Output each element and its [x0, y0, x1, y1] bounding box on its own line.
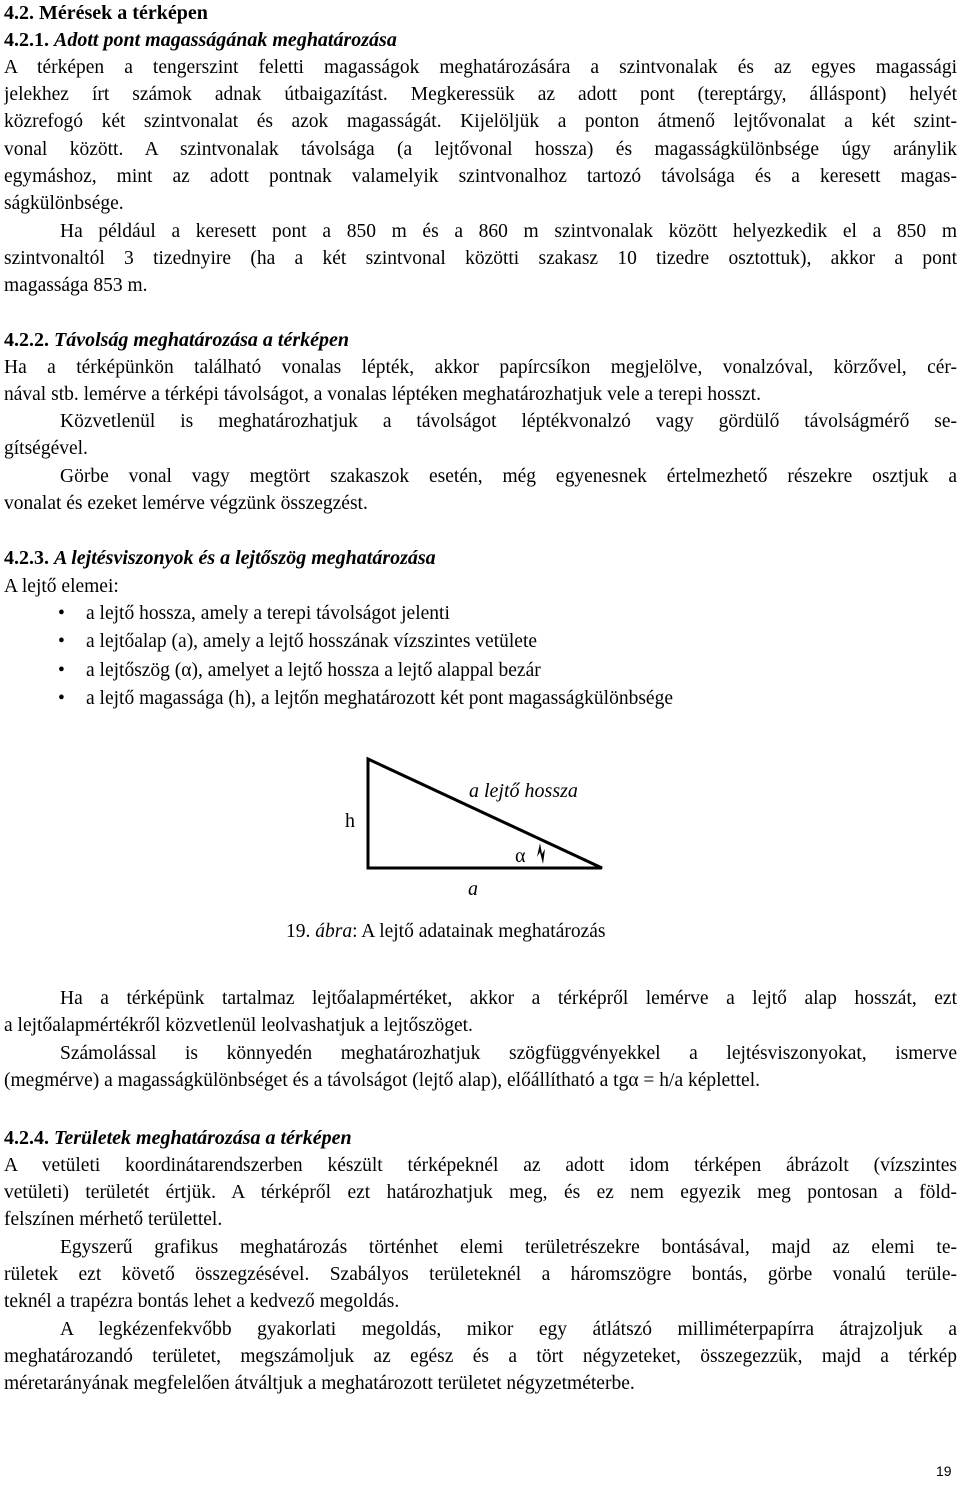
paragraph-4-2-4-b [4, 1234, 957, 1316]
page-number: 19 [936, 1463, 952, 1479]
paragraph-4-2-2-b [4, 408, 957, 462]
list-item-text: a lejtő hossza, amely a terepi távolságot jelenti [86, 603, 450, 624]
text-line: A legkézenfekvőbb gyakorlati megoldás, mikor egy átlátszó milliméterpapírra átrajzoljuk a [60, 1319, 957, 1340]
text-line: Közvetlenül is meghatározhatjuk a távolságot léptékvonalzó vagy gördülő távolságmérő se- [60, 411, 957, 432]
label-alpha: α [515, 845, 526, 867]
caption-word: ábra [315, 921, 353, 942]
text-line: (megmérve) a magasságkülönbséget és a távolságot (lejtő alap), előállítható a tgα = h/a képlettel. [4, 1070, 760, 1092]
text-line: jelekhez írt számok adnak útbaigazítást. Megkeressük az adott pont (tereptárgy, álláspont) helyét [4, 84, 957, 106]
text-line: egymáshoz, mint az adott pontnak valamelyik szintvonalhoz tartozó távolsága és a keresett magas- [4, 165, 957, 187]
text-line: szintvonaltól 3 tizednyire (ha a két szintvonal közötti szakasz 10 tizedre osztottuk), akkor a pont [4, 248, 957, 270]
bullet-icon: • [58, 603, 65, 624]
list-item-text: a lejtőalap (a), amely a lejtő hosszának vízszintes vetülete [86, 631, 538, 652]
text-line: rületek ezt követő összegzésével. Szabályos területeknél a háromszögre bontás, görbe vonalú terüle- [4, 1264, 957, 1286]
list-item-text: a lejtőszög (α), amelyet a lejtő hossza a lejtő alappal bezár [86, 660, 541, 681]
text-line: méretarányának megfelelően átváltjuk a meghatározott területet négyzetméterbe. [4, 1373, 635, 1395]
section-title: A lejtésviszonyok és a lejtőszög meghatározása [54, 547, 436, 569]
section-heading-4-2-2 [4, 327, 349, 354]
text-line: Ha a térképünk tartalmaz lejtőalapmértéket, akkor a térképről lemérve a lejtő alap hosszát, ezt [60, 988, 957, 1009]
paragraph-4-2-3-b [4, 1040, 957, 1094]
label-a: a [468, 878, 478, 900]
section-heading-4-2-3 [4, 545, 436, 572]
text-line: meghatározandó területet, megszámoljuk az egész és a tört négyzeteket, összegezzük, majd a térkép [4, 1346, 957, 1368]
text-line: Görbe vonal vagy megtört szakaszok esetén, még egyenesnek értelmezhető részekre osztjuk a [60, 466, 957, 487]
section-number: 4.2.3. [4, 547, 49, 569]
text-line: A vetületi koordinátarendszerben készült térképeknél az adott idom térképen ábrázolt (vízszintes [4, 1155, 957, 1176]
bullet-icon: • [58, 631, 65, 652]
caption-text: : A lejtő adatainak meghatározás [352, 921, 606, 942]
section-heading-4-2-1 [4, 27, 397, 54]
text-line: Ha például a keresett pont a 850 m és a 860 m szintvonalak között helyezkedik el a 850 m [60, 221, 957, 242]
text-line: A térképen a tengerszint feletti magasságok meghatározására a szintvonalak és az egyes magassági [4, 57, 957, 78]
paragraph-4-2-2-a [4, 354, 957, 408]
text-line: teknél a trapézra bontás lehet a kedvező megoldás. [4, 1291, 400, 1313]
paragraph-4-2-4-a [4, 1152, 957, 1234]
text-line: nával stb. lemérve a térképi távolságot, a vonalas léptéken meghatározhatjuk vele a terepi hosszt. [4, 384, 761, 406]
text-line: vonalat és ezeket lemérve végzünk összegzést. [4, 493, 368, 515]
list-item-text: a lejtő magassága (h), a lejtőn meghatározott két pont magasságkülönbsége [86, 688, 673, 709]
label-h: h [345, 810, 355, 832]
chapter-heading: 4.2. Mérések a térképen [4, 2, 208, 24]
section-title: Adott pont magasságának meghatározása [54, 29, 397, 51]
label-slope-length: a lejtő hossza [469, 780, 578, 802]
paragraph-4-2-1-a [4, 54, 957, 217]
section-number: 4.2.2. [4, 329, 49, 351]
section-heading-4-2-4 [4, 1125, 352, 1152]
text-line: közrefogó két szintvonalat és azok magasságát. Kijelöljük a ponton átmenő lejtővonalat a két szint- [4, 111, 957, 133]
caption-number: 19. [286, 921, 311, 942]
text-line: Ha a térképünkön található vonalas lépték, akkor papírcsíkon megjelölve, vonalzóval, körzővel, cér- [4, 357, 957, 378]
text-line: felszínen mérhető területtel. [4, 1209, 223, 1231]
text-line: Számolással is könnyedén meghatározhatjuk szögfüggvényekkel a lejtésviszonyokat, ismerve [60, 1043, 957, 1064]
section-title: Távolság meghatározása a térképen [54, 329, 349, 351]
section-number: 4.2.4. [4, 1127, 49, 1149]
bullet-icon: • [58, 688, 65, 709]
angle-marker-icon [537, 843, 545, 864]
bullet-icon: • [58, 660, 65, 681]
text-line: vonal között. A szintvonalak távolsága (a lejtővonal hossza) és magasságkülönbsége úgy aránylik [4, 138, 957, 160]
list-intro: A lejtő elemei: [4, 576, 119, 597]
section-title: Területek meghatározása a térképen [54, 1127, 352, 1149]
figure-caption [286, 918, 606, 945]
slope-triangle [368, 759, 602, 868]
text-line: a lejtőalapmértékről közvetlenül leolvashatjuk a lejtőszöget. [4, 1015, 473, 1037]
text-line: magassága 853 m. [4, 275, 148, 297]
paragraph-4-2-4-c [4, 1316, 957, 1398]
slope-triangle-figure [340, 755, 630, 905]
paragraph-4-2-1-b [4, 218, 957, 300]
text-line: Egyszerű grafikus meghatározás történhet elemi területrészekre bontásával, majd az elemi te- [60, 1237, 957, 1258]
text-line: ságkülönbsége. [4, 192, 124, 214]
paragraph-4-2-2-c [4, 463, 957, 517]
text-line: vetületi) területét értjük. A térképről ezt határozhatjuk meg, és ez nem egyezik meg pontosan a föld- [4, 1182, 957, 1204]
text-line: gítségével. [4, 438, 88, 460]
paragraph-4-2-3-a [4, 985, 957, 1039]
section-number: 4.2.1. [4, 29, 49, 51]
